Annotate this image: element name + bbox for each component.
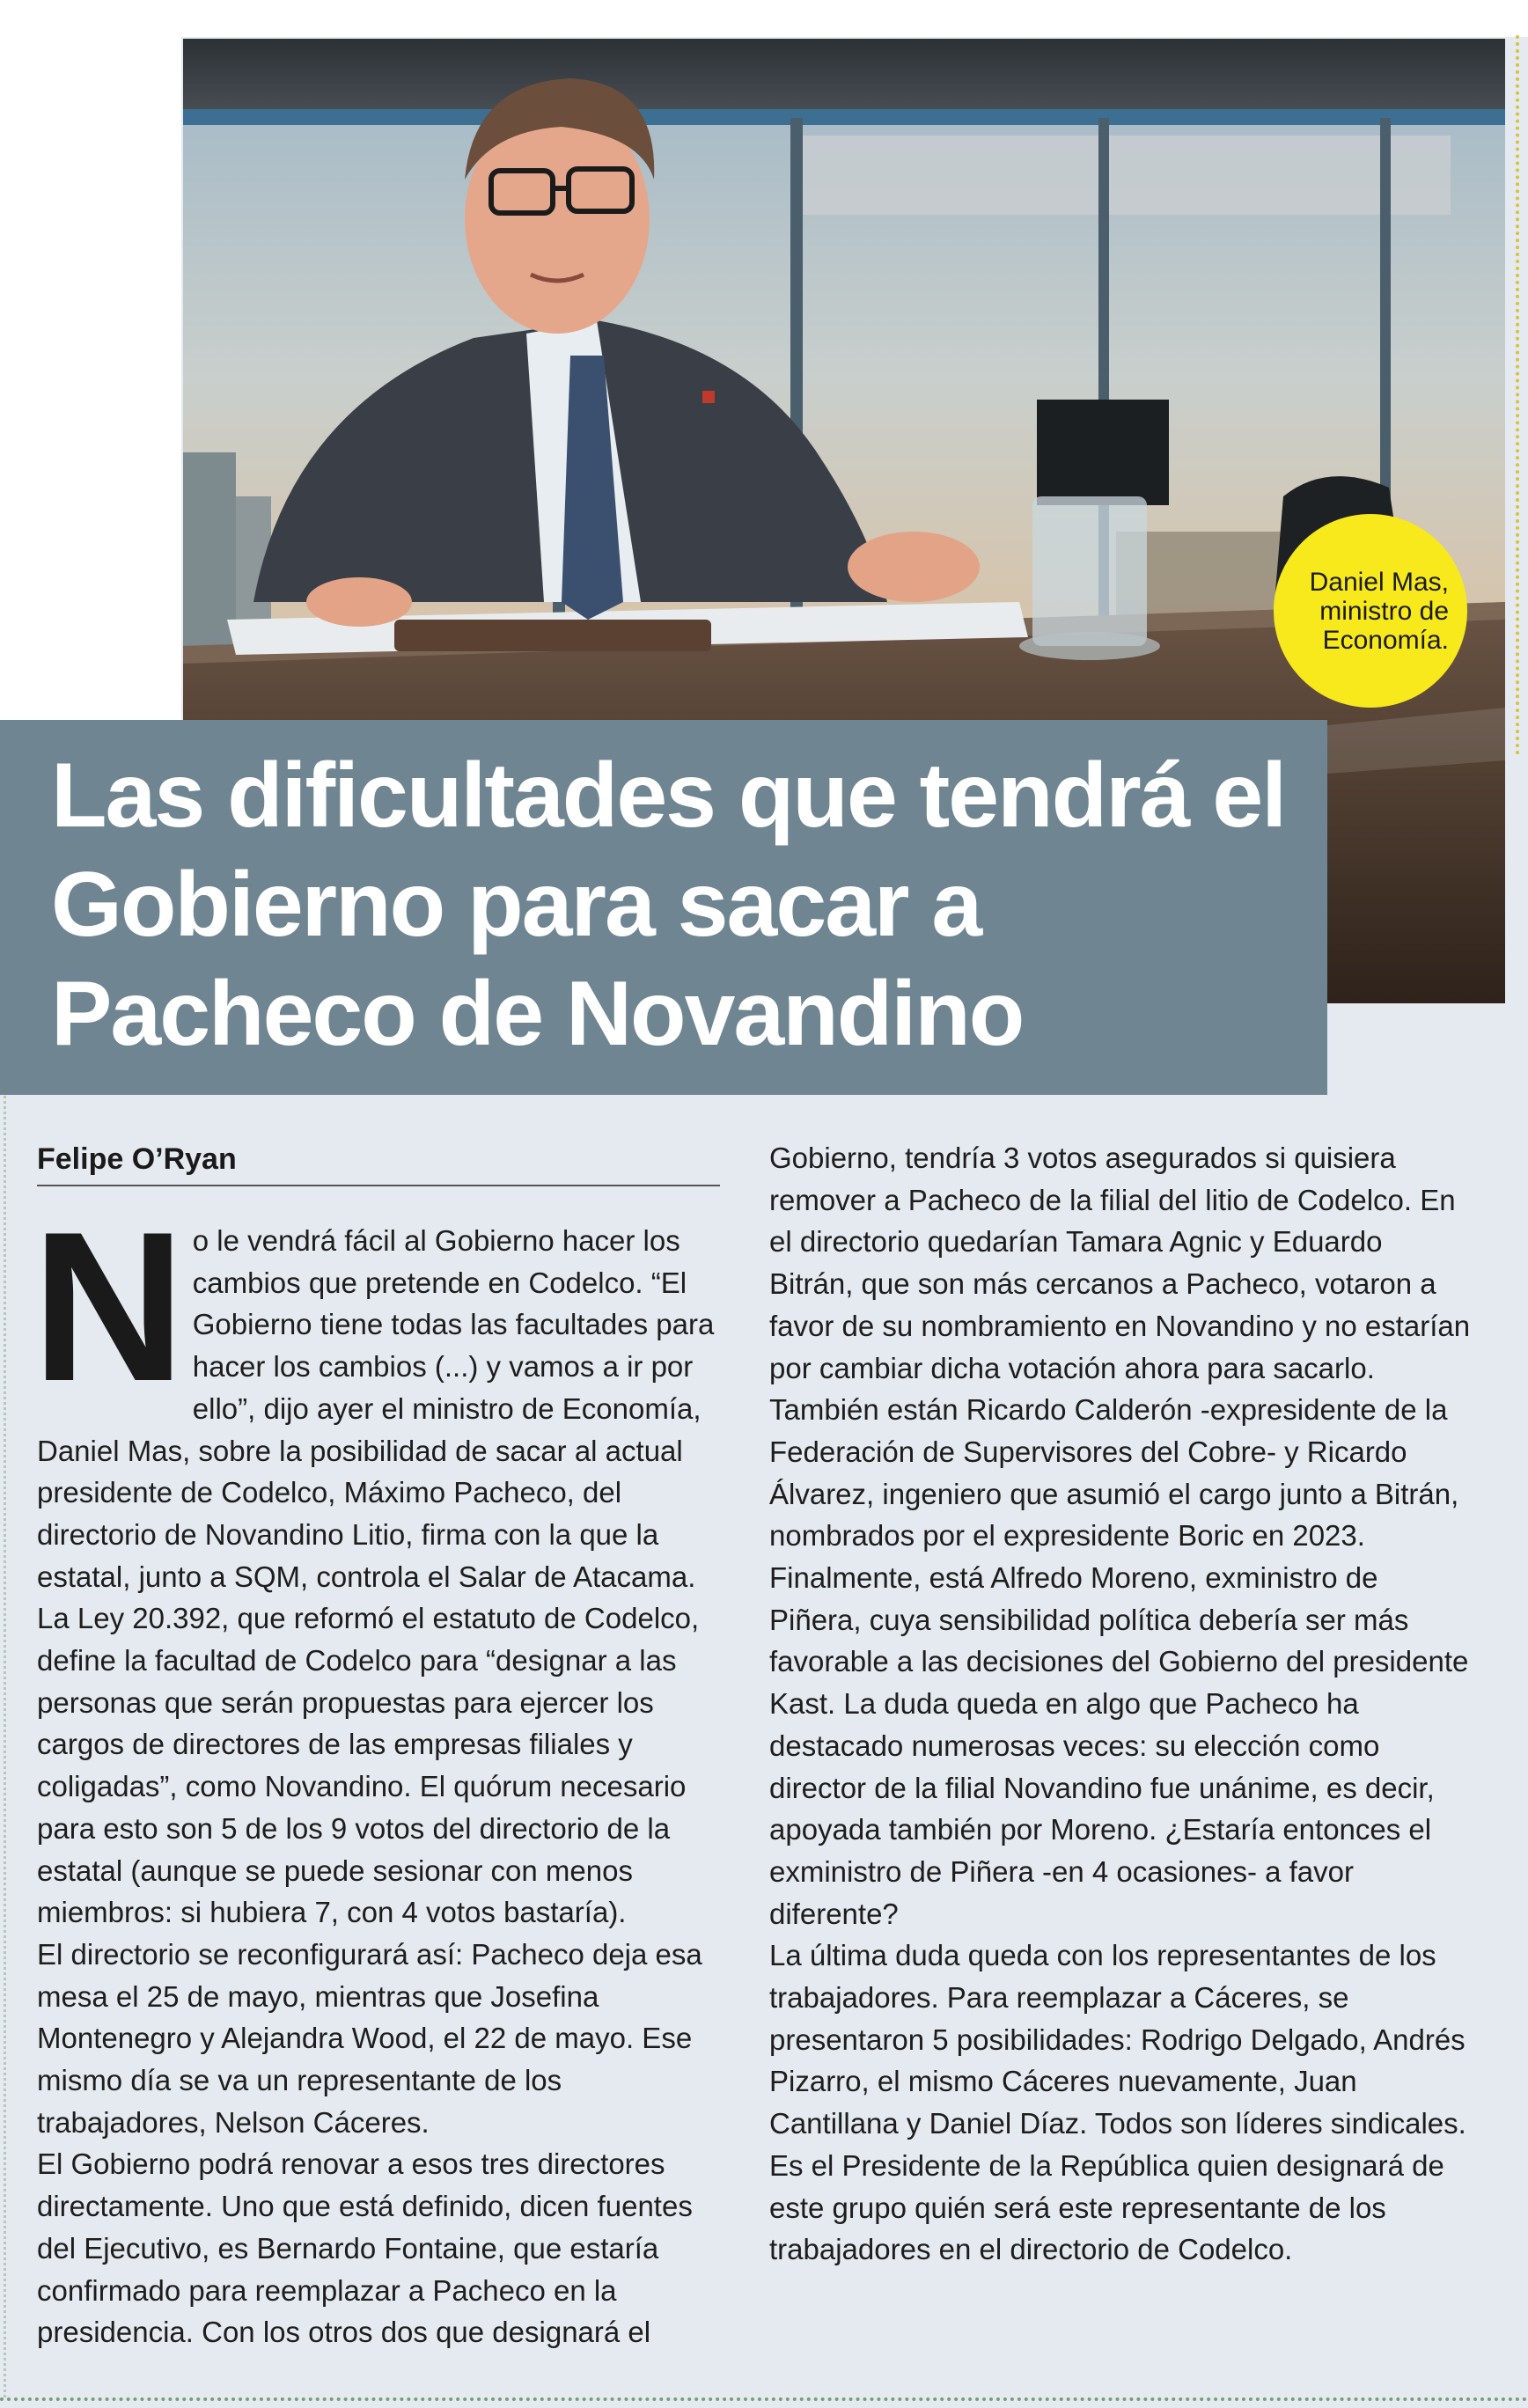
- water-glass: [1032, 496, 1147, 646]
- building: [183, 452, 236, 655]
- article-paragraph: El directorio se reconfigurará así: Pacheco deja esa mesa el 25 de mayo, mientras que Josefina Montenegro y Alejandra Wood, el 22 de mayo. Ese mismo día se va un representante de los trabajadores, Nelson Cáceres.: [37, 1937, 702, 2139]
- article-paragraph: La Ley 20.392, que reformó el estatuto de Codelco, define la facultad de Codelco para “designar a las personas que serán propuestas para ejercer los cargos de directores de las empresas filiales y coligadas”, como Novandino. El quórum necesario para esto son 5 de los 9 votos del directorio de la estatal (aunque se puede sesionar con menos miembros: si hubiera 7, con 4 votos bastaría).: [37, 1602, 700, 1929]
- dotted-border-right: [1516, 35, 1519, 755]
- article-paragraph: Gobierno, tendría 3 votos asegurados si quisiera remover a Pacheco de la filial del litio de Codelco. En el directorio quedarían Tamara Agnic y Eduardo Bitrán, que son más cercanos a Pacheco, votaron a favor de su nombramiento en Novandino y no estarían por cambiar dicha votación ahora para sacarlo. También están Ricardo Calderón -expresidente de la Federación de Supervisores del Cobre- y Ricardo Álvarez, ingeniero que asumió el cargo junto a Bitrán, nombrados por el expresidente Boric en 2023.: [769, 1142, 1471, 1553]
- window-frame-top: [183, 109, 1505, 125]
- article-paragraph: Finalmente, está Alfredo Moreno, exministro de Piñera, cuya sensibilidad política debería ser más favorable a las decisiones del Gobierno del presidente Kast. La duda queda en algo que Pacheco ha destacado numerosas veces: su elección como director de la filial Novandino fue unánime, es decir, apoyada también por Moreno. ¿Estaría entonces el exministro de Piñera -en 4 ocasiones- a favor diferente?: [769, 1561, 1469, 1930]
- article-lead-text: o le vendrá fácil al Gobierno hacer los cambios que pretende en Codelco. “El Gobierno tiene todas las facultades para hacer los cambios (...) y vamos a ir por ello”, dijo ayer el ministro de Economía, Daniel Mas, sobre la posibilidad de sacar al actual presidente de Codelco, Máximo Pacheco, del directorio de Novandino Litio, firma con la que la estatal, junto a SQM, controla el Salar de Atacama.: [37, 1224, 715, 1593]
- headline: Las dificultades que tendrá el Gobierno para sacar a Pacheco de Novandino: [51, 745, 1286, 1065]
- byline-divider: [37, 1185, 720, 1186]
- top-margin: [0, 0, 1528, 37]
- dotted-border-bottom: [0, 2397, 1528, 2401]
- article-paragraph: La última duda queda con los representantes de los trabajadores. Para reemplazar a Cáceres, se presentaron 5 posibilidades: Rodrigo Delgado, Andrés Pizarro, el mismo Cáceres nuevamente, Juan Cantillana y Daniel Díaz. Todos son líderes sindicales. Es el Presidente de la República quien designará de este grupo quién será este representante de los trabajadores en el directorio de Codelco.: [769, 1939, 1466, 2266]
- photo-caption-bubble: [1274, 514, 1467, 708]
- article-paragraph: [32, 1188, 732, 1597]
- drop-cap: N: [32, 1188, 180, 1426]
- article-column-right: [769, 1137, 1473, 2271]
- article-paragraph: El Gobierno podrá renovar a esos tres directores directamente. Uno que está definido, dicen fuentes del Ejecutivo, es Bernardo Fontaine, que estaría confirmado para reemplazar a Pacheco en la presidencia. Con los otros dos que designará el: [37, 2147, 693, 2349]
- window-blinds: [799, 136, 1451, 215]
- ceiling: [183, 39, 1505, 118]
- monitor: [1037, 400, 1169, 505]
- person-hand: [848, 532, 980, 602]
- byline: Felipe O’Ryan: [37, 1142, 237, 1176]
- left-margin: [0, 0, 181, 720]
- phone-on-table: [394, 620, 711, 651]
- photo-caption: Daniel Mas, ministro de Economía.: [1309, 567, 1449, 655]
- article-column-left: [32, 1188, 732, 2353]
